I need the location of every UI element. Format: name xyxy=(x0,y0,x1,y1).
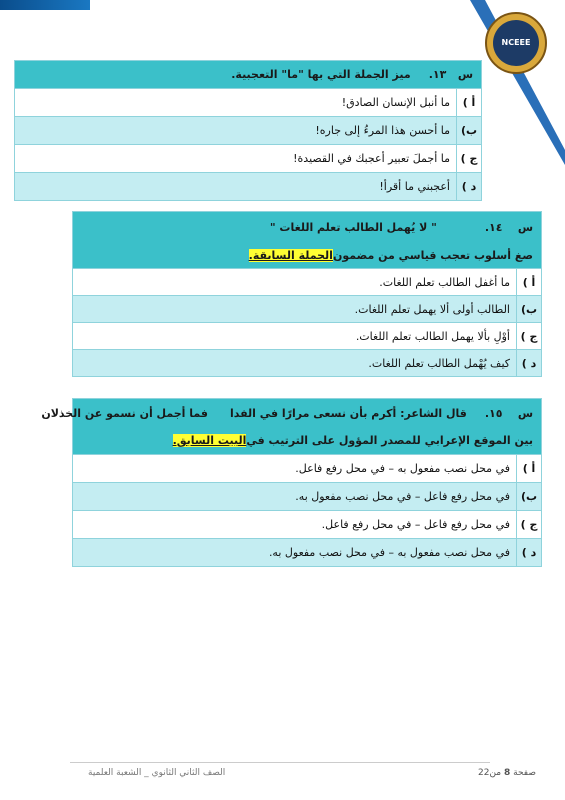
option-text: ما أنبل الإنسان الصادق! xyxy=(341,96,450,109)
question-13 xyxy=(14,60,482,201)
option-letter: ب) xyxy=(516,483,541,510)
question-header xyxy=(73,212,541,242)
question-prompt: ميز الجملة التي بها "ما" التعجبية. xyxy=(231,68,411,81)
top-left-decoration xyxy=(0,0,90,10)
question-header xyxy=(15,61,481,88)
option-letter: أ ) xyxy=(456,89,481,116)
answer-option-a[interactable] xyxy=(15,88,481,116)
school-logo xyxy=(485,12,547,74)
answer-option-d[interactable] xyxy=(73,349,541,376)
option-text: ما أحسن هذا المرءُ إلى جاره! xyxy=(315,124,450,137)
option-letter: د ) xyxy=(456,173,481,200)
answer-option-b[interactable] xyxy=(15,116,481,144)
question-label: س xyxy=(517,220,533,234)
logo-text: NCEEE xyxy=(493,20,539,66)
question-number: ١٤. xyxy=(484,220,503,234)
option-text: في محل رفع فاعل – في محل رفع فاعل. xyxy=(321,518,510,531)
question-number: ١٣. xyxy=(428,68,447,81)
answer-option-b[interactable] xyxy=(73,482,541,510)
option-letter: ب) xyxy=(456,117,481,144)
question-number: ١٥. xyxy=(484,406,503,420)
option-text: في محل رفع فاعل – في محل نصب مفعول به. xyxy=(295,490,510,503)
question-label: س xyxy=(457,68,473,81)
footer-divider xyxy=(70,762,490,763)
answer-option-d[interactable] xyxy=(73,538,541,566)
question-verse-part1: قال الشاعر: أكرم بأن نسعى مرارًا في الفدا xyxy=(230,406,467,420)
option-text: ما أجملَ تعبير أعجبك في القصيدة! xyxy=(293,152,450,165)
option-letter: د ) xyxy=(516,539,541,566)
answer-option-a[interactable] xyxy=(73,454,541,482)
highlighted-text: البيت السابق. xyxy=(172,434,247,447)
answer-option-c[interactable] xyxy=(15,144,481,172)
option-letter: ج ) xyxy=(516,323,541,349)
option-text: ما أغفل الطالب تعلم اللغات. xyxy=(379,275,510,289)
option-letter: د ) xyxy=(516,350,541,376)
option-letter: ج ) xyxy=(456,145,481,172)
option-text: أعجبني ما أقرأ! xyxy=(379,180,450,193)
question-prompt: " لا يُهمل الطالب تعلم اللغات " xyxy=(269,220,437,234)
highlighted-text: الجملة السابقة. xyxy=(248,248,333,262)
footer-grade-label: الصف الثاني الثانوي _ الشعبة العلمية xyxy=(88,768,226,778)
question-header xyxy=(41,399,541,427)
answer-option-b[interactable] xyxy=(73,295,541,322)
question-15 xyxy=(41,398,542,567)
answer-option-c[interactable] xyxy=(73,322,541,349)
option-letter: ب) xyxy=(516,296,541,322)
option-letter: أ ) xyxy=(516,269,541,295)
option-text: في محل نصب مفعول به – في محل نصب مفعول به. xyxy=(268,546,510,559)
option-letter: ج ) xyxy=(516,511,541,538)
option-letter: أ ) xyxy=(516,455,541,482)
answer-option-c[interactable] xyxy=(73,510,541,538)
answer-option-d[interactable] xyxy=(15,172,481,200)
question-verse-part2: فما أجمل أن نسمو عن الخذلان xyxy=(41,406,208,420)
option-text: أوْلِ بألا يهمل الطالب تعلم اللغات. xyxy=(355,329,510,343)
question-label: س xyxy=(517,406,533,420)
option-text: كيف يُهْمل الطالب تعلم اللغات. xyxy=(368,356,510,370)
page-number: صفحة 8 من22 xyxy=(478,768,536,778)
question-14 xyxy=(72,211,542,377)
option-text: الطالب أولى ألا يهمل تعلم اللغات. xyxy=(354,302,510,316)
question-instruction: صغ أسلوب تعجب قياسي من مضمون الجملة السابقة. xyxy=(73,242,541,268)
answer-option-a[interactable] xyxy=(73,268,541,295)
question-instruction: بين الموقع الإعرابي للمصدر المؤول على الترتيب في البيت السابق. xyxy=(73,427,541,454)
option-text: في محل نصب مفعول به – في محل رفع فاعل. xyxy=(295,462,510,475)
